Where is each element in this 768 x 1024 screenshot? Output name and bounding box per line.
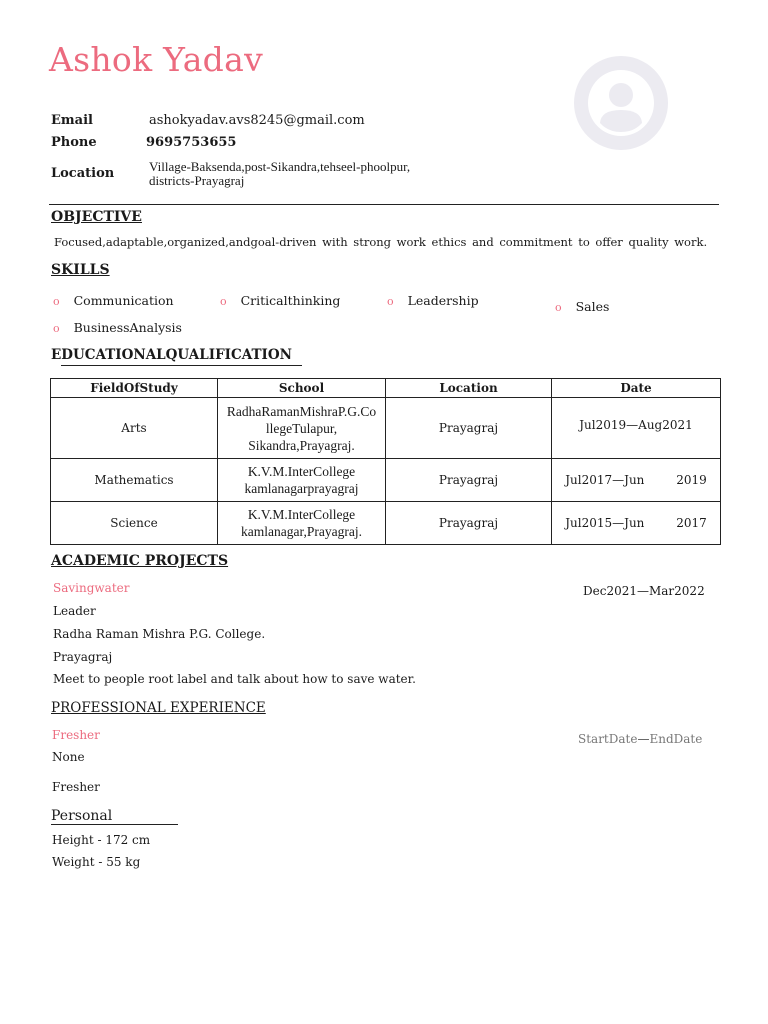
skills-title: SKILLS xyxy=(51,262,110,278)
experience-dates: StartDate—EndDate xyxy=(578,732,703,746)
experience-role: Fresher xyxy=(52,728,100,742)
cell-date: Jul2019—Aug2021 xyxy=(552,398,721,459)
experience-company: None xyxy=(52,750,85,764)
skill-item: o BusinessAnalysis xyxy=(53,320,182,335)
table-row xyxy=(51,398,721,459)
cell-school: K.V.M.InterCollege kamlanagarprayagraj xyxy=(218,459,386,502)
personal-weight: Weight - 55 kg xyxy=(52,855,141,869)
skill-item: o Sales xyxy=(555,299,610,314)
cell-location: Prayagraj xyxy=(386,398,552,459)
project-institution: Radha Raman Mishra P.G. College. xyxy=(53,627,266,641)
phone-value: 9695753655 xyxy=(146,135,237,150)
location-value xyxy=(149,160,410,188)
bullet-icon: o xyxy=(555,301,562,314)
project-place: Prayagraj xyxy=(53,650,113,664)
bullet-icon: o xyxy=(220,295,227,308)
cell-location: Prayagraj xyxy=(386,502,552,545)
skill-item: o Criticalthinking xyxy=(220,293,341,308)
email-value: ashokyadav.avs8245@gmail.com xyxy=(149,113,365,128)
email-label: Email xyxy=(51,113,93,128)
cell-field: Mathematics xyxy=(51,459,218,502)
project-description: Meet to people root label and talk about how to save water. xyxy=(53,672,416,686)
bullet-icon: o xyxy=(53,295,60,308)
location-label: Location xyxy=(51,166,115,181)
personal-title: Personal xyxy=(51,808,113,824)
col-header-school: School xyxy=(218,379,386,398)
personal-title-underline xyxy=(51,824,178,825)
location-line-2: districts-Prayagraj xyxy=(149,173,245,188)
table-header-row xyxy=(51,379,721,398)
col-header-location: Location xyxy=(386,379,552,398)
user-avatar-icon xyxy=(574,56,668,150)
location-line-1: Village-Baksenda,post-Sikandra,tehseel-phoolpur, xyxy=(149,159,411,174)
experience-note: Fresher xyxy=(52,780,100,794)
objective-title: OBJECTIVE xyxy=(51,209,142,225)
col-header-field: FieldOfStudy xyxy=(51,379,218,398)
bullet-icon: o xyxy=(53,322,60,335)
cell-date: Jul2015—Jun 2017 xyxy=(552,502,721,545)
cell-location: Prayagraj xyxy=(386,459,552,502)
projects-title: ACADEMIC PROJECTS xyxy=(51,553,229,569)
cell-school: K.V.M.InterCollege kamlanagar,Prayagraj. xyxy=(218,502,386,545)
table-row xyxy=(51,502,721,545)
project-name: Savingwater xyxy=(53,581,130,595)
education-title: EDUCATIONALQUALIFICATION xyxy=(51,347,292,363)
experience-title: PROFESSIONAL EXPERIENCE xyxy=(51,700,266,716)
project-dates: Dec2021—Mar2022 xyxy=(583,584,705,598)
education-table xyxy=(50,378,721,545)
education-title-underline xyxy=(61,365,302,366)
objective-text: Focused,adaptable,organized,andgoal-driven with strong work ethics and commitment to offer quality work. xyxy=(54,235,708,249)
col-header-date: Date xyxy=(552,379,721,398)
cell-school: RadhaRamanMishraP.G.Co llegeTulapur, Sikandra,Prayagraj. xyxy=(218,398,386,459)
phone-label: Phone xyxy=(51,135,97,150)
cell-field: Science xyxy=(51,502,218,545)
candidate-name: Ashok Yadav xyxy=(49,40,264,79)
skill-item: o Leadership xyxy=(387,293,479,308)
personal-height: Height - 172 cm xyxy=(52,833,151,847)
table-row xyxy=(51,459,721,502)
skill-item: o Communication xyxy=(53,293,174,308)
project-role: Leader xyxy=(53,604,96,618)
cell-field: Arts xyxy=(51,398,218,459)
cell-date: Jul2017—Jun 2019 xyxy=(552,459,721,502)
bullet-icon: o xyxy=(387,295,394,308)
header-divider xyxy=(49,204,719,205)
